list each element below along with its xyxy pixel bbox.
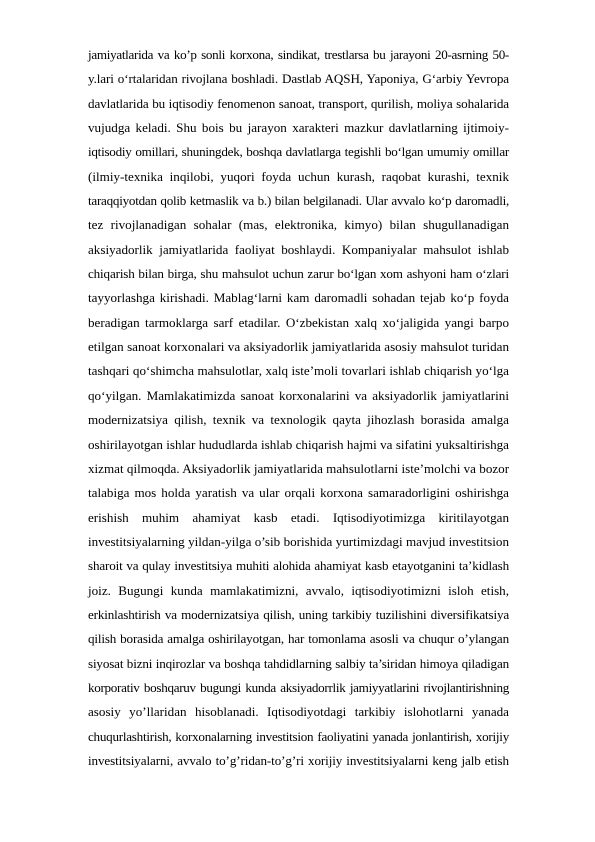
- text-line-1: jamiyatlarida va ko’p sonli korxona, sindikat, trestlarsa bu jarayoni 20-asrning 50-: [88, 47, 509, 62]
- text-line-18: xizmat qilmoqda. Aksiyadorlik jamiyatlarida mahsulotlarni iste’molchi va bozor: [88, 460, 510, 476]
- text-line-4: vujudga keladi. Shu bois bu jarayon xarakteri mazkur davlatlarning ijtimoiy-: [88, 120, 509, 136]
- text-line-3: davlatlarida bu iqtisodiy fenomenon sanoat, transport, qurilish, moliya sohalarida: [88, 95, 509, 111]
- text-line-13: etilgan sanoat korxonalari va aksiyadorlik jamiyatlarida asosiy mahsulot turidan: [88, 339, 509, 355]
- text-line-28: asosiy yo’llaridan hisoblanadi. Iqtisodiyotdagi tarkibiy islohotlarni yanada: [88, 704, 509, 720]
- text-line-14: tashqari qo‘shimcha mahsulotlar, xalq iste’moli tovarlari ishlab chiqarish yo‘lga: [88, 363, 509, 379]
- text-line-23: joiz. Bugungi kunda mamlakatimizni, avvalo, iqtisodiyotimizni isloh etish,: [88, 582, 509, 598]
- text-line-24: erkinlashtirish va modernizatsiya qilish, uning tarkibiy tuzilishini diversifikatsiya: [88, 606, 509, 622]
- text-line-17: oshirilayotgan ishlar hududlarda ishlab chiqarish hajmi va sifatini yuksaltirishga: [88, 436, 509, 452]
- text-line-29: chuqurlashtirish, korxonalarning investitsion faoliyatini yanada jonlantirish, xorijiy: [88, 728, 509, 744]
- text-line-9: aksiyadorlik jamiyatlarida faoliyat boshlaydi. Kompaniyalar mahsulot ishlab: [88, 241, 509, 257]
- text-line-8: tez rivojlanadigan sohalar (mas, elektronika, kimyo) bilan shugullanadigan: [88, 217, 509, 233]
- text-line-6: (ilmiy-texnika inqilobi, yuqori foyda uchun kurash, raqobat kurashi, texnik: [88, 168, 509, 184]
- text-line-26: siyosat bizni inqirozlar va boshqa tahdidlarning salbiy ta’siridan himoya qiladigan: [88, 655, 509, 671]
- text-line-2: y.lari o‘rtalaridan rivojlana boshladi. Dastlab AQSH, Yaponiya, G‘arbiy Yevropa: [88, 71, 509, 87]
- text-line-12: beradigan tarmoklarga sarf etadilar. O‘zbekistan xalq xo‘jaligida yangi barpo: [88, 314, 509, 330]
- text-line-22: sharoit va qulay investitsiya muhiti alohida ahamiyat kasb etayotganini ta’kidlash: [88, 558, 509, 574]
- text-line-19: talabiga mos holda yaratish va ular orqali korxona samaradorligini oshirishga: [88, 485, 509, 501]
- text-line-11: tayyorlashga kirishadi. Mablag‘larni kam daromadli sohadan tejab ko‘p foyda: [88, 290, 509, 306]
- text-line-25: qilish borasida amalga oshirilayotgan, har tomonlama asosli va chuqur o’ylangan: [88, 631, 509, 647]
- text-line-15: qo‘yilgan. Mamlakatimizda sanoat korxonalarini va aksiyadorlik jamiyatlarini: [88, 387, 509, 403]
- text-line-5: iqtisodiy omillari, shuningdek, boshqa davlatlarga tegishli bo‘lgan umumiy omillar: [88, 144, 509, 160]
- text-line-7: taraqqiyotdan qolib ketmaslik va b.) bilan belgilanadi. Ular avvalo ko‘p daromadli,: [88, 193, 509, 209]
- text-line-20: erishish muhim ahamiyat kasb etadi. Iqtisodiyotimizga kiritilayotgan: [88, 509, 509, 525]
- text-line-16: modernizatsiya qilish, texnik va texnologik qayta jihozlash borasida amalga: [88, 412, 509, 428]
- text-line-30: investitsiyalarni, avvalo to’g’ridan-to’g’ri xorijiy investitsiyalarni keng jalb etish: [88, 752, 509, 768]
- body-text: [88, 43, 509, 773]
- text-line-10: chiqarish bilan birga, shu mahsulot uchun zarur bo‘lgan xom ashyoni ham o‘zlari: [88, 266, 509, 282]
- text-line-21: investitsiyalarning yildan-yilga o’sib borishida yurtimizdagi mavjud investitsion: [88, 533, 509, 549]
- text-line-27: korporativ boshqaruv bugungi kunda aksiyadorrlik jamiyyatlarini rivojlantirishning: [88, 679, 509, 695]
